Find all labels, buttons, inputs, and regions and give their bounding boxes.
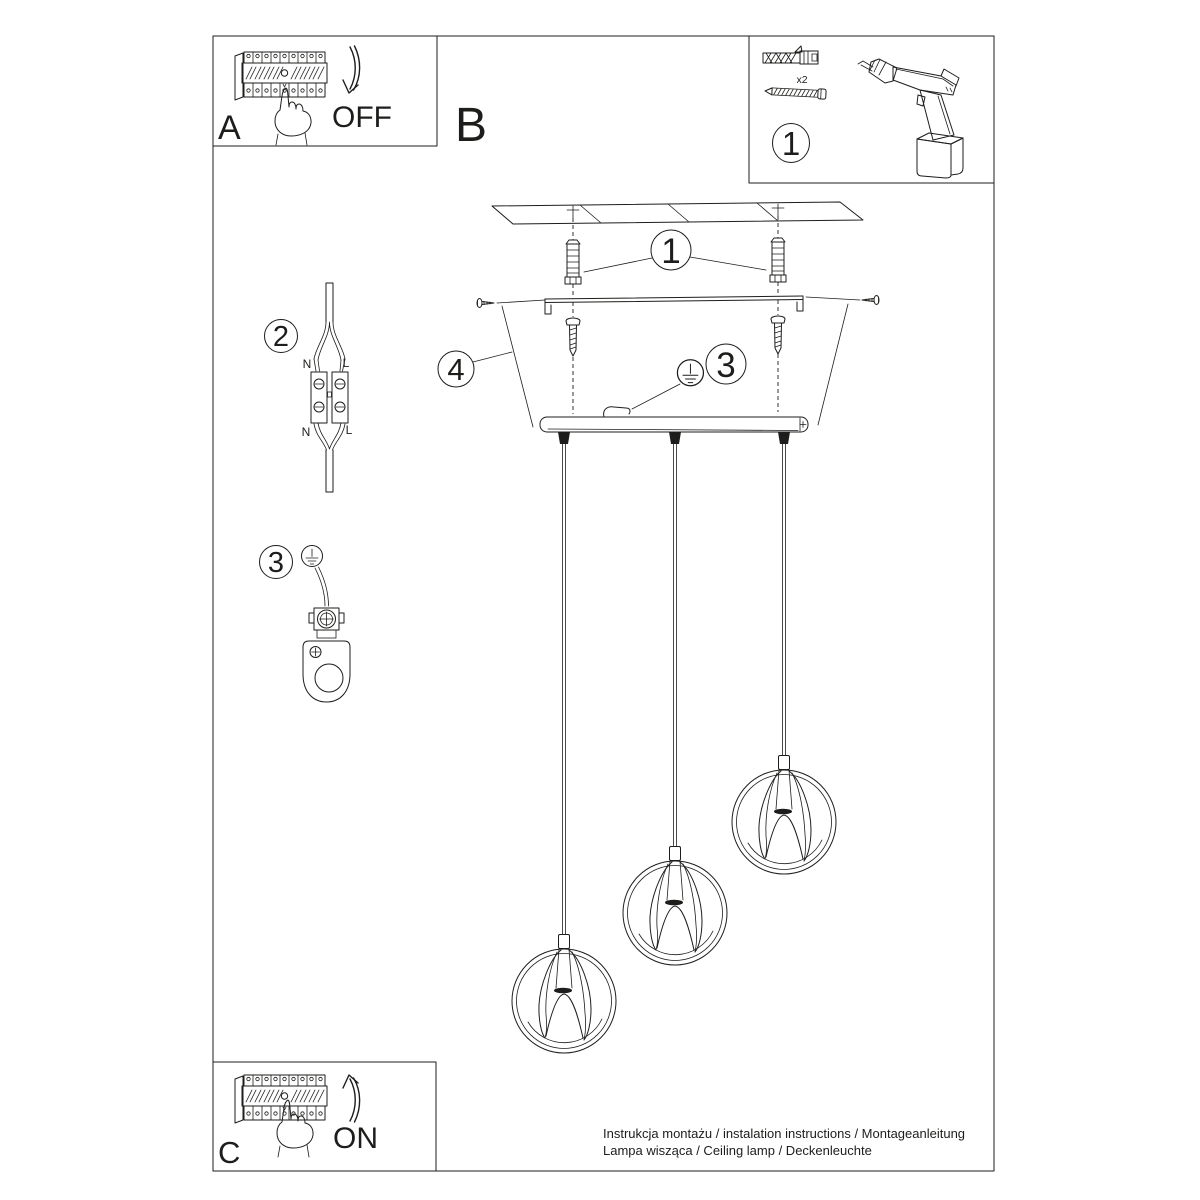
ground-symbol-icon [302,546,323,567]
mounting-plate-part [303,641,350,702]
wall-anchor-right [770,238,786,282]
pendant-lamp-right [732,756,836,875]
footer-line-2: Lampa wisząca / Ceiling lamp / Deckenleuchte [603,1143,872,1158]
suspension-cord-right [783,444,786,756]
svg-text:3: 3 [716,346,736,385]
label-l-bottom: L [345,423,353,437]
ground-terminal [309,608,344,638]
canopy-outline [502,304,848,427]
supply-cable [314,283,345,371]
wiring-diagram [265,283,353,492]
bracket-screw-left [477,299,494,308]
ground-wire [315,567,329,606]
ground-detail [260,546,351,703]
drill-icon [858,59,963,178]
suspension-cord-left [563,444,566,935]
ground-callout-3-main [604,344,746,417]
pendant-lamp-left [512,935,616,1054]
label-n-bottom: N [301,425,311,439]
box-a-label: A [218,109,241,147]
box-c-label: C [218,1135,241,1170]
kit-callout-1 [773,124,810,163]
ceiling-plate [492,202,863,224]
pendant-lamp-middle [623,847,727,966]
kit-box [749,36,994,183]
ground-symbol-icon [677,360,703,386]
pointing-hand-icon [277,1100,313,1157]
main-diagram [438,202,879,1053]
arrow-down-icon [343,46,360,93]
terminal-block [311,372,348,423]
wall-anchor-left [565,240,581,284]
off-label: OFF [332,101,392,134]
suspension-cord-middle [674,444,677,847]
anchor-quantity-label: x2 [796,74,808,86]
wall-plug-icon [763,46,818,64]
mounting-bracket [497,296,860,314]
svg-text:1: 1 [661,232,681,271]
cord-grip [669,432,681,444]
anchors-callout-1 [584,230,766,272]
svg-text:1: 1 [781,125,801,162]
breaker-panel-icon [235,52,327,100]
page-border [213,36,994,1171]
footer-line-1: Instrukcja montażu / instalation instructions / Montageanleitung [603,1126,966,1141]
arrow-up-icon [343,1075,360,1122]
label-n-top: N [302,357,312,371]
cord-grip [558,432,570,444]
cord-grip [778,432,790,444]
label-l-top: L [342,356,350,370]
breaker-panel-icon [235,1075,327,1123]
box-a-power-off [213,36,437,147]
screw-icon [765,86,826,99]
svg-text:4: 4 [447,352,465,387]
canopy-callout-4 [438,351,512,387]
svg-text:2: 2 [272,321,290,353]
section-label-b: B [455,99,488,152]
on-label: ON [333,1122,378,1155]
canopy-screw-left [566,318,580,356]
lamp-cable [314,423,345,492]
canopy-base [540,417,808,432]
wiring-callout-2 [265,320,298,354]
canopy-screw-right [771,316,785,354]
bracket-screw-right [862,296,879,305]
ground-callout-3-side [260,546,293,580]
svg-text:3: 3 [267,547,285,579]
box-c-power-on [213,1062,436,1171]
